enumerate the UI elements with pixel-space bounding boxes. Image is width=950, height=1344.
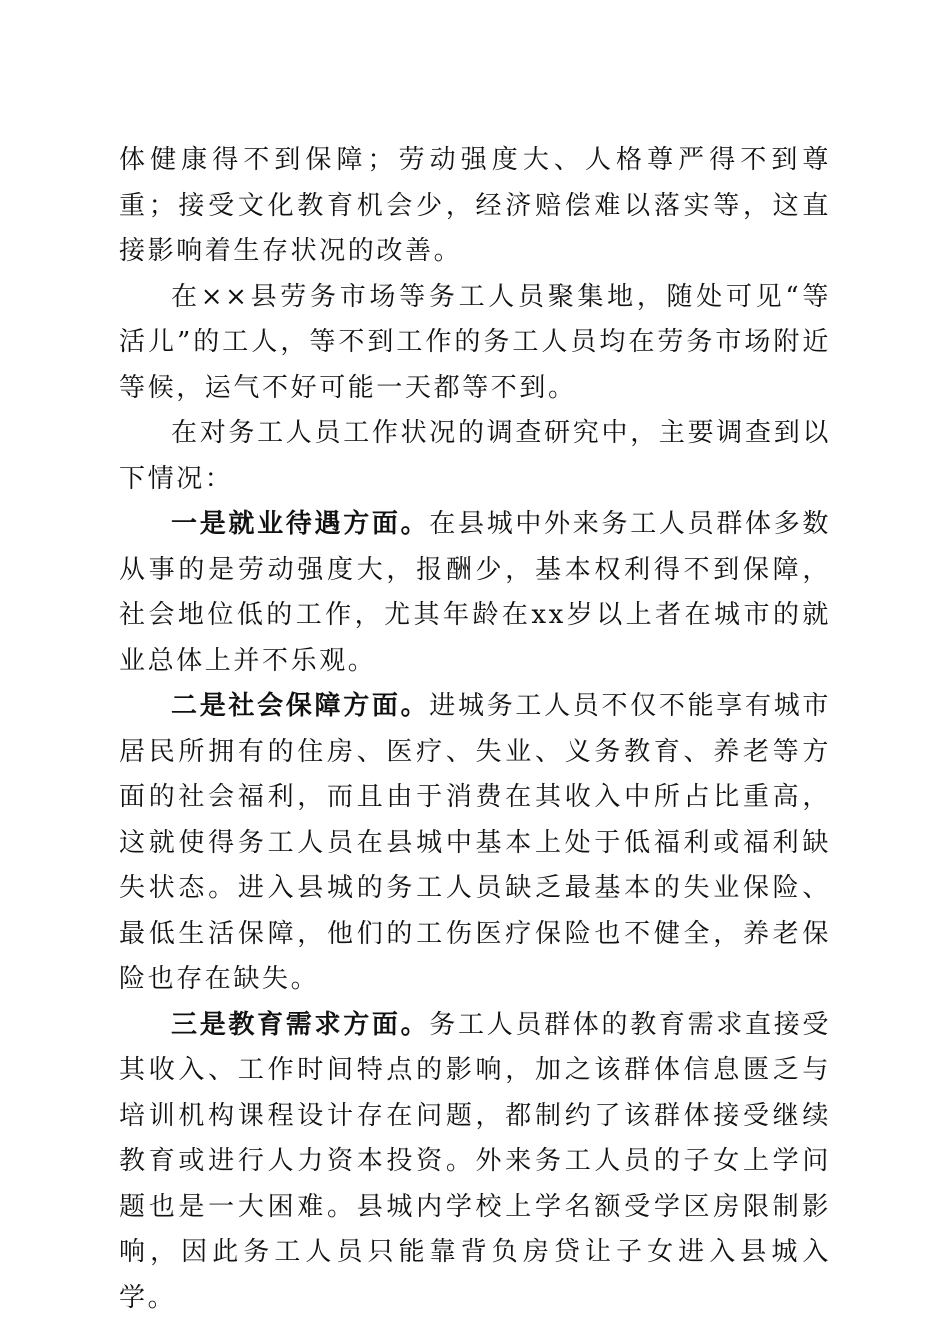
paragraph-text: 在对务工人员工作状况的调查研究中，主要调查到以下情况： (119, 418, 831, 494)
paragraph-labor-market (119, 275, 831, 412)
paragraph-education (119, 1003, 831, 1322)
paragraph-lead-heading: 三是教育需求方面。 (171, 1009, 430, 1040)
paragraph-social-security (119, 684, 831, 1003)
paragraph-continuation (119, 138, 831, 275)
paragraph-text: 在县城中外来务工人员群体多数从事的是劳动强度大，报酬少，基本权利得不到保障，社会地位低的工作，尤其年龄在xx岁以上者在城市的就业总体上并不乐观。 (119, 509, 831, 676)
document-page (119, 138, 831, 1321)
paragraph-text: 务工人员群体的教育需求直接受其收入、工作时间特点的影响，加之该群体信息匮乏与培训机构课程设计存在问题，都制约了该群体接受继续教育或进行人力资本投资。外来务工人员的子女上学问题也是一大困难。县城内学校上学名额受学区房限制影响，因此务工人员只能靠背负房贷让子女进入县城入学。 (119, 1009, 831, 1313)
paragraph-text: 体健康得不到保障；劳动强度大、人格尊严得不到尊重；接受文化教育机会少，经济赔偿难以落实等，这直接影响着生存状况的改善。 (119, 145, 831, 266)
paragraph-text: 进城务工人员不仅不能享有城市居民所拥有的住房、医疗、失业、义务教育、养老等方面的社会福利，而且由于消费在其收入中所占比重高，这就使得务工人员在县城中基本上处于低福利或福利缺失状态。进入县城的务工人员缺乏最基本的失业保险、最低生活保障，他们的工伤医疗保险也不健全，养老保险也存在缺失。 (119, 691, 831, 994)
paragraph-lead-heading: 一是就业待遇方面。 (171, 509, 430, 539)
paragraph-employment (119, 502, 831, 684)
paragraph-survey-intro (119, 411, 831, 502)
paragraph-lead-heading: 二是社会保障方面。 (171, 691, 430, 721)
paragraph-text: 在××县劳务市场等务工人员聚集地，随处可见“等活儿”的工人，等不到工作的务工人员均在劳务市场附近等候，运气不好可能一天都等不到。 (119, 281, 831, 403)
